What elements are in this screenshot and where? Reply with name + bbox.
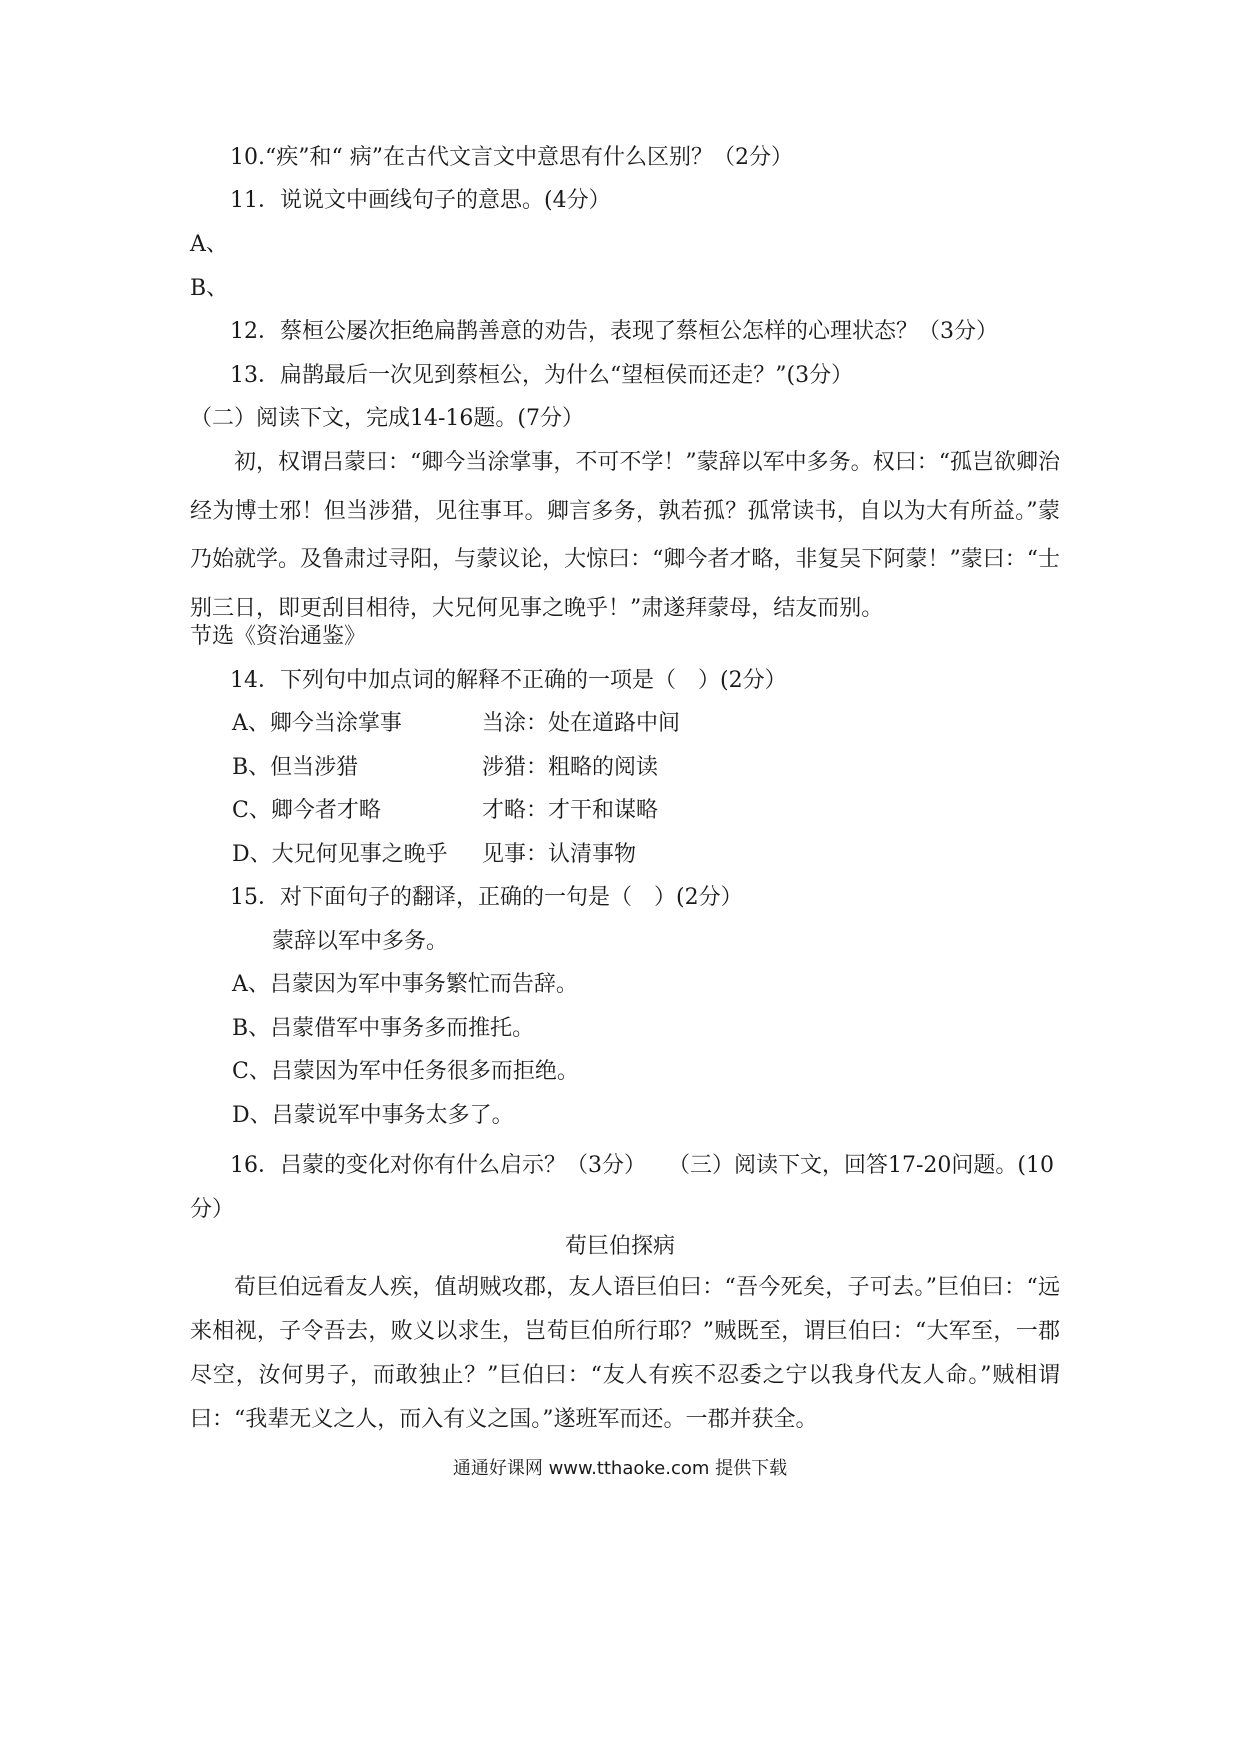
question-15: 15．对下面句子的翻译，正确的一句是（ ）(2分） bbox=[230, 885, 743, 910]
passage-text: 初，权谓吕蒙曰：“卿今当涂掌事，不可不学！”蒙辞以军中多务。权曰：“孤岂欲卿治经为博士邪！但当涉猎，见往事耳。卿言多务，孰若孤？孤常读书，自以为大有所益。”蒙乃始就学。及鲁肃过寻阳，与蒙议论，大惊曰：“卿今者才略，非复吴下阿蒙！”蒙曰：“士别三日，即更刮目相待，大兄何见事之晚乎！”肃遂拜蒙母，结友而别。 bbox=[190, 450, 1060, 621]
question-15-option-a: A、吕蒙因为军中事务繁忙而告辞。 bbox=[232, 972, 578, 997]
section-3-passage bbox=[190, 1266, 1060, 1442]
question-13: 13．扁鹊最后一次见到蔡桓公，为什么“望桓侯而还走？”(3分） bbox=[230, 363, 854, 388]
question-14: 14．下列句中加点词的解释不正确的一项是（ ）(2分） bbox=[230, 668, 787, 693]
option-label: B、但当涉猎 bbox=[232, 755, 359, 780]
option-gloss: 涉猎：粗略的阅读 bbox=[482, 755, 659, 780]
question-15-sentence: 蒙辞以军中多务。 bbox=[272, 929, 449, 954]
question-15-option-c: C、吕蒙因为军中任务很多而拒绝。 bbox=[232, 1059, 579, 1084]
section-2-heading: （二）阅读下文，完成14-16题。(7分） bbox=[190, 406, 585, 431]
question-11-option-a: A、 bbox=[190, 232, 228, 257]
passage-text: 荀巨伯远看友人疾，值胡贼攻郡，友人语巨伯曰：“吾今死矣，子可去。”巨伯曰：“远来相视，子令吾去，败义以求生，岂荀巨伯所行耶？”贼既至，谓巨伯曰：“大军至，一郡尽空，汝何男子，而敢独止？”巨伯曰：“友人有疾不忍委之宁以我身代友人命。”贼相谓曰：“我辈无义之人，而入有义之国。”遂班军而还。一郡并获全。 bbox=[190, 1275, 1060, 1432]
option-gloss: 才略：才干和谋略 bbox=[482, 798, 659, 823]
question-15-option-d: D、吕蒙说军中事务太多了。 bbox=[232, 1103, 514, 1128]
section-2-passage bbox=[190, 439, 1060, 633]
passage-source: 节选《资治通鉴》 bbox=[190, 624, 367, 649]
question-10: 10.“疾”和“ 病”在古代文言文中意思有什么区别？（2分） bbox=[230, 145, 793, 170]
question-15-option-b: B、吕蒙借军中事务多而推托。 bbox=[232, 1016, 535, 1041]
question-11-option-b: B、 bbox=[190, 276, 229, 301]
option-label: A、卿今当涂掌事 bbox=[232, 711, 402, 736]
page-footer: 通通好课网 www.tthaoke.com 提供下载 bbox=[452, 1458, 788, 1479]
section-3-title: 荀巨伯探病 bbox=[564, 1234, 675, 1259]
option-label: C、卿今者才略 bbox=[232, 798, 381, 823]
question-11: 11．说说文中画线句子的意思。(4分） bbox=[230, 188, 611, 213]
question-12: 12．蔡桓公屡次拒绝扁鹊善意的劝告，表现了蔡桓公怎样的心理状态？（3分） bbox=[230, 319, 998, 344]
option-gloss: 当涂：处在道路中间 bbox=[482, 711, 681, 736]
option-label: D、大兄何见事之晚乎 bbox=[232, 842, 448, 867]
option-gloss: 见事：认清事物 bbox=[482, 842, 637, 867]
question-16: 16．吕蒙的变化对你有什么启示？（3分） （三）阅读下文，回答17-20问题。(10分） bbox=[190, 1153, 1054, 1222]
